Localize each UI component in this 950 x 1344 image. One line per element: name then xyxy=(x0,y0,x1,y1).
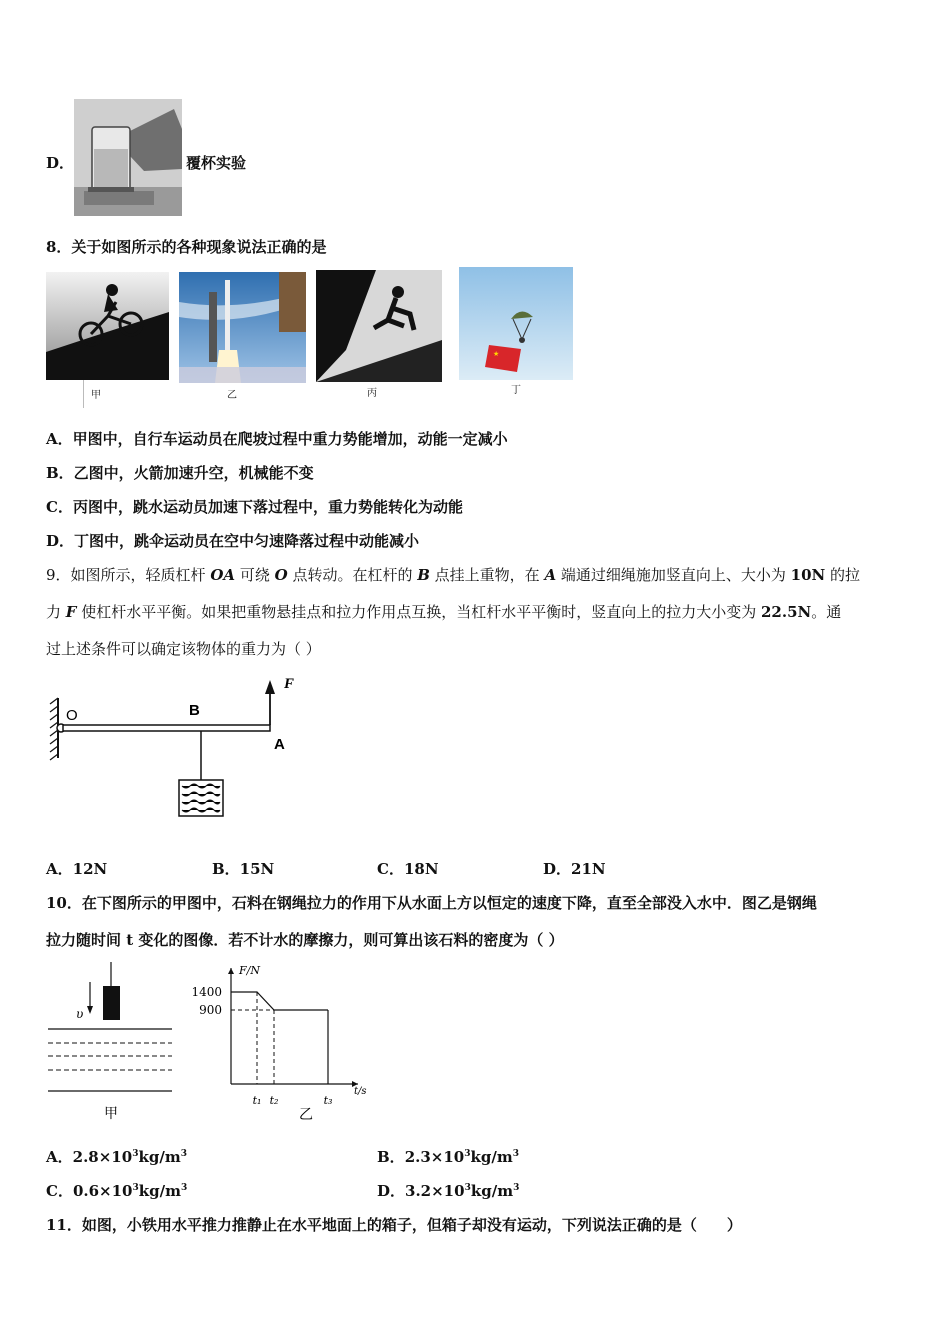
y-axis-arrow xyxy=(228,968,234,974)
label-a: A xyxy=(274,736,285,753)
q8-option-b: B．乙图中，火箭加速升空，机械能不变 xyxy=(46,464,314,482)
q9-option-c: C．18N xyxy=(377,860,439,878)
q10-option-d: D．$3.2\times 10^3kg/m^3$ xyxy=(377,1182,520,1200)
q9-stem-line1: 9．如图所示，轻质杠杆 OA 可绕 O 点转动。在杠杆的 B 点挂上重物，在 A 端通过细绳施加竖直向上、大小为 10N 的拉 xyxy=(46,566,861,584)
caption-jia: 甲 xyxy=(91,390,101,401)
y-axis-label: F/N xyxy=(239,964,260,977)
caption-divider xyxy=(83,380,84,408)
figure-jia xyxy=(46,960,176,1125)
q9-stem-line3: 过上述条件可以确定该物体的重力为（ ） xyxy=(46,640,321,658)
force-series-line xyxy=(231,992,328,1010)
q10-stem-line2: 拉力随时间 t 变化的图像．若不计水的摩擦力，则可算出该石料的密度为（ ） xyxy=(46,931,564,949)
svg-text:★: ★ xyxy=(493,350,500,358)
caption-jia-fig: 甲 xyxy=(104,1106,118,1122)
rocket-photo xyxy=(179,272,306,383)
q9-option-d: D．21N xyxy=(543,860,606,878)
q8-stem: 8．关于如图所示的各种现象说法正确的是 xyxy=(46,238,327,256)
xtick-1: t₁ xyxy=(252,1094,262,1107)
q9-stem-line2: 力 F 使杠杆水平平衡。如果把重物悬挂点和拉力作用点互换，当杠杆水平平衡时，竖直向上的拉力大小变为 22.5N。通 xyxy=(46,603,842,621)
q8-option-d: D．丁图中，跳伞运动员在空中匀速降落过程中动能减小 xyxy=(46,532,420,550)
q7-option-d-label: D． xyxy=(46,154,75,172)
cup-experiment-photo xyxy=(74,99,182,216)
cyclist-photo xyxy=(46,272,169,380)
lever-bar xyxy=(63,725,270,731)
label-o: O xyxy=(66,707,78,724)
label-b: B xyxy=(189,702,200,719)
caption-ding: 丁 xyxy=(511,385,521,396)
caption-yi: 乙 xyxy=(227,390,237,401)
xtick-3: t₃ xyxy=(323,1094,333,1107)
diver-photo xyxy=(316,270,442,382)
ytick-900: 900 xyxy=(199,1003,222,1017)
lever-diagram xyxy=(46,670,316,825)
q8-option-c: C．丙图中，跳水运动员加速下落过程中，重力势能转化为动能 xyxy=(46,498,463,516)
label-f: F xyxy=(284,676,295,692)
parachute-photo xyxy=(459,267,573,380)
q10-option-c: C．$0.6\times 10^3kg/m^3$ xyxy=(46,1182,188,1200)
q8-option-a: A．甲图中，自行车运动员在爬坡过程中重力势能增加，动能一定减小 xyxy=(46,430,508,448)
force-time-chart xyxy=(186,958,371,1126)
q7-option-d-caption: 覆杯实验 xyxy=(186,154,247,172)
v-label: υ xyxy=(76,1007,84,1021)
stone-block xyxy=(103,986,120,1020)
q10-stem-line1: 10．在下图所示的甲图中，石料在钢绳拉力的作用下从水面上方以恒定的速度下降，直至全部没入水中．图乙是钢绳 xyxy=(46,894,817,912)
x-axis-label: t/s xyxy=(354,1086,367,1097)
q10-option-a: A．$2.8\times 10^3kg/m^3$ xyxy=(46,1148,187,1166)
q11-stem: 11．如图，小铁用水平推力推静止在水平地面上的箱子，但箱子却没有运动，下列说法正确的是（ ） xyxy=(46,1216,742,1234)
caption-bing: 丙 xyxy=(367,388,377,399)
q9-option-a: A．12N xyxy=(46,860,108,878)
caption-yi-fig: 乙 xyxy=(299,1107,313,1123)
q9-option-b: B．15N xyxy=(212,860,275,878)
xtick-2: t₂ xyxy=(269,1094,279,1107)
ytick-1400: 1400 xyxy=(191,985,222,999)
q10-option-b: B．$2.3\times 10^3kg/m^3$ xyxy=(377,1148,519,1166)
